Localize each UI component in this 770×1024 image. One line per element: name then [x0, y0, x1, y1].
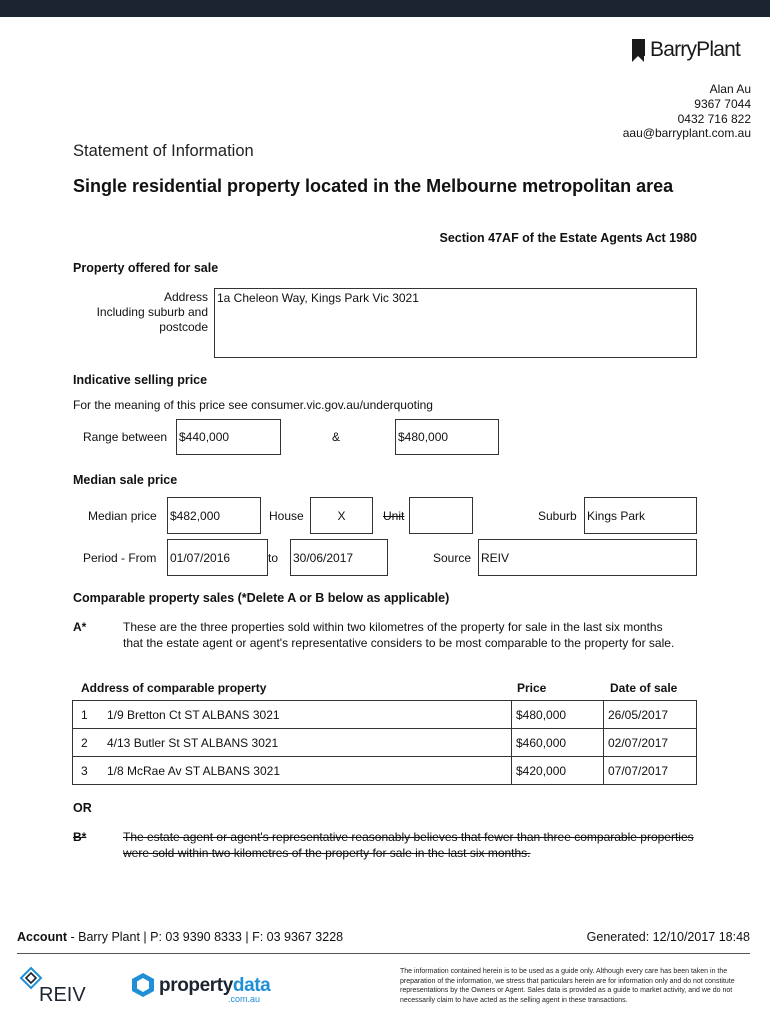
- reiv-logo: [17, 966, 97, 1006]
- agent-email[interactable]: aau@barryplant.com.au: [622, 126, 751, 140]
- col-date-header: Date of sale: [610, 681, 678, 695]
- table-row: [73, 757, 697, 785]
- address-label-line: postcode: [159, 320, 208, 334]
- house-field[interactable]: X: [310, 497, 373, 534]
- col-address-header: Address of comparable property: [81, 681, 267, 695]
- row-address: 1/8 McRae Av ST ALBANS 3021: [107, 763, 280, 778]
- flag-icon: [632, 39, 645, 56]
- median-price-label: Median price: [88, 509, 157, 523]
- period-to-label: to: [268, 551, 279, 565]
- address-label-line: Including suburb and: [96, 305, 208, 319]
- price-high-field[interactable]: $480,000: [395, 419, 499, 455]
- address-field[interactable]: 1a Cheleon Way, Kings Park Vic 3021: [214, 288, 697, 358]
- price-cell: $420,000: [512, 757, 604, 785]
- row-address: 4/13 Butler St ST ALBANS 3021: [107, 735, 279, 750]
- comparable-heading: Comparable property sales (*Delete A or B below as applicable): [73, 591, 450, 605]
- option-b-text: The estate agent or agent's representative reasonably believes that fewer than three comparable properties were sold within two kilometres of the property for sale in the last six months.: [123, 830, 694, 860]
- range-label: Range between: [83, 430, 168, 444]
- median-heading: Median sale price: [73, 473, 178, 487]
- option-b-marker: B*: [73, 830, 87, 844]
- top-banner: [0, 0, 770, 17]
- act-section: Section 47AF of the Estate Agents Act 1980: [439, 231, 697, 245]
- footer-divider: [17, 953, 750, 954]
- generated-timestamp: Generated: 12/10/2017 18:48: [586, 930, 750, 944]
- date-cell: 02/07/2017: [604, 729, 697, 757]
- reiv-wordmark: REIV: [39, 984, 86, 1006]
- agent-name: Alan Au: [709, 82, 751, 96]
- row-number: 1: [81, 707, 88, 722]
- comparable-table: [72, 700, 697, 785]
- date-cell: 07/07/2017: [604, 757, 697, 785]
- account-details: - Barry Plant | P: 03 9390 8333 | F: 03 9367 3228: [67, 930, 344, 944]
- suburb-field[interactable]: Kings Park: [584, 497, 697, 534]
- address-cell: [73, 729, 512, 757]
- propertydata-logo: [130, 972, 280, 1006]
- underquoting-note: For the meaning of this price see consumer.vic.gov.au/underquoting: [73, 398, 433, 412]
- unit-label: Unit: [383, 509, 405, 523]
- unit-field[interactable]: [409, 497, 473, 534]
- house-label: House: [269, 509, 304, 523]
- price-cell: $480,000: [512, 701, 604, 729]
- period-from-field[interactable]: 01/07/2016: [167, 539, 268, 576]
- period-label: Period - From: [83, 551, 157, 565]
- price-cell: $460,000: [512, 729, 604, 757]
- table-row: [73, 729, 697, 757]
- source-label: Source: [433, 551, 472, 565]
- property-heading: Property offered for sale: [73, 261, 219, 275]
- propertydata-hex-icon: [130, 972, 156, 998]
- row-address: 1/9 Bretton Ct ST ALBANS 3021: [107, 707, 280, 722]
- agent-mobile: 0432 716 822: [677, 112, 751, 126]
- propertydata-main: property: [159, 975, 233, 996]
- account-line: [17, 930, 343, 944]
- barry-plant-logo: [632, 38, 752, 64]
- agent-phone: 9367 7044: [694, 97, 751, 111]
- suburb-label: Suburb: [538, 509, 577, 523]
- option-a-text: These are the three properties sold within two kilometres of the property for sale in the last six months that the estate agent or agent's representative considers to be most comparable to the property for sale.: [123, 620, 675, 650]
- disclaimer: The information contained herein is to be used as a guide only. Although every care has been taken in the preparation of the information, we stress that particulars herein are for information only and do not constitute representations by the Owners or Agent. Sales data is provided as a guide to market activity, and we do not necessarily claim to have acted as the selling agent in these transactions.: [400, 968, 735, 1004]
- period-to-field[interactable]: 30/06/2017: [290, 539, 388, 576]
- document-title: Single residential property located in the Melbourne metropolitan area: [73, 176, 674, 196]
- price-low-field[interactable]: $440,000: [176, 419, 281, 455]
- source-field[interactable]: REIV: [478, 539, 697, 576]
- range-ampersand: &: [332, 430, 341, 444]
- address-label-line: Address: [163, 290, 208, 304]
- row-number: 3: [81, 763, 88, 778]
- address-label: [97, 290, 208, 335]
- indicative-heading: Indicative selling price: [73, 373, 208, 387]
- or-separator: OR: [73, 801, 92, 815]
- brand-name: BarryPlant: [650, 38, 741, 61]
- propertydata-accent: data: [232, 975, 271, 996]
- option-a-marker: A*: [73, 620, 87, 634]
- col-price-header: Price: [517, 681, 547, 695]
- address-cell: [73, 701, 512, 729]
- address-cell: [73, 757, 512, 785]
- account-label: Account: [17, 930, 67, 944]
- propertydata-domain: .com.au: [228, 994, 261, 1004]
- statement-heading: Statement of Information: [73, 142, 254, 160]
- row-number: 2: [81, 735, 88, 750]
- table-row: [73, 701, 697, 729]
- date-cell: 26/05/2017: [604, 701, 697, 729]
- median-price-field[interactable]: $482,000: [167, 497, 261, 534]
